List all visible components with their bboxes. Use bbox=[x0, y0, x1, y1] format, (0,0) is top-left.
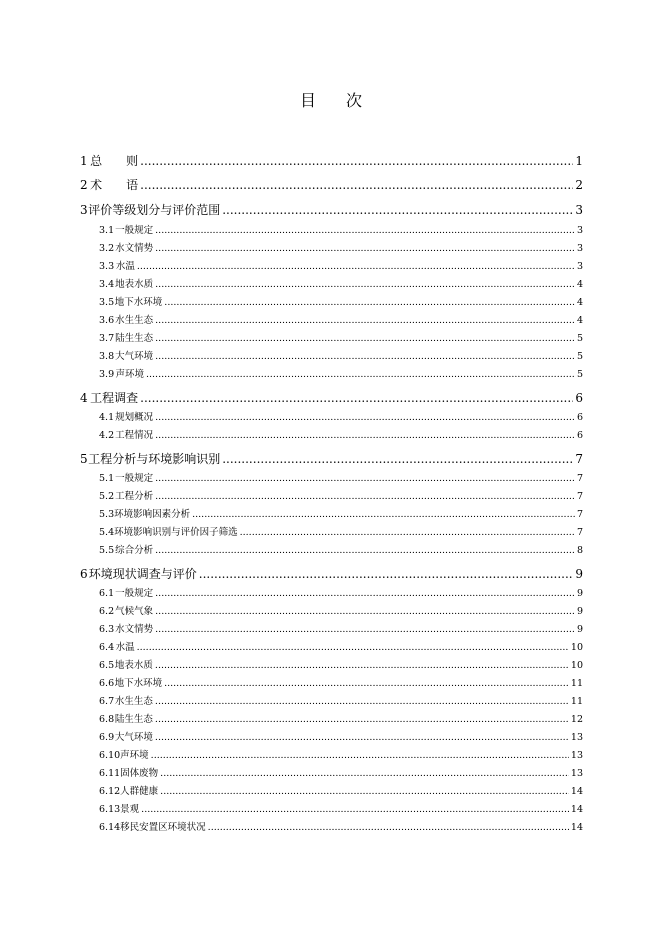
toc-page-number: 1 bbox=[575, 154, 583, 168]
toc-title: 综合分析 bbox=[115, 545, 154, 556]
dot-leader bbox=[160, 768, 569, 779]
toc-title: 一般规定 bbox=[115, 225, 154, 236]
dot-leader bbox=[160, 786, 569, 797]
toc-section[interactable] bbox=[99, 366, 583, 380]
toc-title: 陆生生态 bbox=[115, 333, 154, 344]
toc-section[interactable] bbox=[99, 801, 583, 815]
dot-leader bbox=[155, 279, 575, 290]
toc-section[interactable] bbox=[99, 258, 583, 272]
toc-number: 5.4 bbox=[99, 527, 115, 538]
page-title bbox=[0, 88, 662, 111]
toc-section[interactable] bbox=[99, 294, 583, 308]
toc-page-number: 6 bbox=[576, 412, 583, 423]
dot-leader bbox=[155, 225, 575, 236]
toc-section[interactable] bbox=[99, 693, 583, 707]
toc-number: 6.8 bbox=[99, 714, 115, 725]
toc-section[interactable] bbox=[99, 729, 583, 743]
toc-title: 声环境 bbox=[120, 750, 149, 761]
toc-page-number: 3 bbox=[576, 225, 583, 236]
toc-page-number: 10 bbox=[570, 660, 583, 671]
toc-page-number: 9 bbox=[575, 567, 583, 581]
toc-section[interactable] bbox=[99, 524, 583, 538]
toc-page-number: 5 bbox=[576, 351, 583, 362]
toc-section[interactable] bbox=[99, 409, 583, 423]
toc-title: 气候气象 bbox=[115, 606, 154, 617]
toc-page-number: 2 bbox=[575, 178, 583, 192]
toc-page-number: 5 bbox=[576, 369, 583, 380]
toc-page-number: 11 bbox=[570, 678, 583, 689]
toc-chapter[interactable] bbox=[80, 152, 583, 169]
dot-leader bbox=[155, 412, 575, 423]
toc-number: 3.6 bbox=[99, 315, 115, 326]
dot-leader bbox=[192, 509, 575, 520]
toc-number: 1 bbox=[80, 154, 88, 168]
toc-chapter[interactable] bbox=[80, 176, 583, 193]
dot-leader bbox=[155, 696, 569, 707]
dot-leader bbox=[222, 452, 573, 466]
toc-title: 人群健康 bbox=[120, 786, 159, 797]
toc-number: 5.1 bbox=[99, 473, 115, 484]
toc-section[interactable] bbox=[99, 312, 583, 326]
toc-number: 3 bbox=[80, 203, 88, 217]
dot-leader bbox=[164, 678, 569, 689]
toc-title: 水文情势 bbox=[115, 624, 154, 635]
toc-title: 工程情况 bbox=[115, 430, 154, 441]
toc-section[interactable] bbox=[99, 657, 583, 671]
dot-leader bbox=[137, 642, 569, 653]
toc-section[interactable] bbox=[99, 427, 583, 441]
toc-title: 景观 bbox=[120, 804, 140, 815]
dot-leader bbox=[208, 822, 569, 833]
dot-leader bbox=[164, 297, 575, 308]
toc-section[interactable] bbox=[99, 675, 583, 689]
toc-number: 6.11 bbox=[99, 768, 121, 779]
toc-section[interactable] bbox=[99, 488, 583, 502]
toc-section[interactable] bbox=[99, 222, 583, 236]
toc-number: 6.1 bbox=[99, 588, 115, 599]
toc-title: 陆生生态 bbox=[114, 714, 153, 725]
dot-leader bbox=[155, 660, 569, 671]
toc-number: 6.2 bbox=[99, 606, 115, 617]
dot-leader bbox=[140, 391, 573, 405]
toc-page-number: 8 bbox=[576, 545, 583, 556]
toc-page-number: 7 bbox=[576, 473, 583, 484]
toc-section[interactable] bbox=[99, 765, 583, 779]
dot-leader bbox=[155, 473, 575, 484]
toc-page-number: 6 bbox=[575, 391, 583, 405]
toc-title: 地表水质 bbox=[114, 660, 153, 671]
toc-page-number: 3 bbox=[576, 261, 583, 272]
dot-leader bbox=[155, 315, 575, 326]
toc-section[interactable] bbox=[99, 585, 583, 599]
dot-leader bbox=[140, 154, 573, 168]
toc-chapter[interactable] bbox=[80, 450, 583, 467]
dot-leader bbox=[240, 527, 575, 538]
toc-number: 6.5 bbox=[99, 660, 115, 671]
toc-number: 6.13 bbox=[99, 804, 121, 815]
toc-page-number: 4 bbox=[576, 279, 583, 290]
toc-title: 水温 bbox=[115, 261, 135, 272]
dot-leader bbox=[155, 430, 575, 441]
toc-number: 6.14 bbox=[99, 822, 121, 833]
toc-number: 3.2 bbox=[99, 243, 115, 254]
dot-leader bbox=[140, 178, 573, 192]
toc-number: 5.2 bbox=[99, 491, 115, 502]
toc-section[interactable] bbox=[99, 240, 583, 254]
toc-title: 水温 bbox=[115, 642, 135, 653]
dot-leader bbox=[155, 624, 575, 635]
toc-title: 固体废物 bbox=[120, 768, 159, 779]
toc-chapter[interactable] bbox=[80, 389, 583, 406]
toc-title: 地下水环境 bbox=[114, 297, 163, 308]
toc-title: 环境影响因素分析 bbox=[114, 509, 191, 520]
toc-number: 4 bbox=[80, 391, 88, 405]
toc-number: 3.5 bbox=[99, 297, 115, 308]
dot-leader bbox=[155, 351, 575, 362]
toc-title: 水文情势 bbox=[115, 243, 154, 254]
toc-section[interactable] bbox=[99, 542, 583, 556]
toc-number: 4.1 bbox=[99, 412, 115, 423]
toc-title: 环境现状调查与评价 bbox=[88, 567, 197, 581]
toc-page-number: 3 bbox=[576, 243, 583, 254]
toc-number: 6 bbox=[80, 567, 88, 581]
dot-leader bbox=[155, 333, 575, 344]
toc-title: 工程分析与环境影响识别 bbox=[88, 452, 221, 466]
toc-number: 6.6 bbox=[99, 678, 115, 689]
toc-page-number: 6 bbox=[576, 430, 583, 441]
toc-page-number: 12 bbox=[570, 714, 583, 725]
toc-section[interactable] bbox=[99, 621, 583, 635]
toc-title: 工程调查 bbox=[90, 391, 139, 405]
toc-page-number: 9 bbox=[576, 588, 583, 599]
toc-title: 术 语 bbox=[90, 178, 139, 192]
toc-page-number: 9 bbox=[576, 624, 583, 635]
toc-page-number: 3 bbox=[575, 203, 583, 217]
toc-page-number: 5 bbox=[576, 333, 583, 344]
title-char-1: 目 bbox=[299, 91, 316, 110]
toc-number: 3.9 bbox=[99, 369, 115, 380]
toc-section[interactable] bbox=[99, 470, 583, 484]
toc-number: 6.9 bbox=[99, 732, 115, 743]
toc-number: 6.4 bbox=[99, 642, 115, 653]
toc-page-number: 4 bbox=[576, 315, 583, 326]
toc-chapter[interactable] bbox=[80, 201, 583, 218]
dot-leader bbox=[155, 732, 569, 743]
toc-title: 移民安置区环境状况 bbox=[120, 822, 206, 833]
toc-number: 3.8 bbox=[99, 351, 115, 362]
toc-number: 5.3 bbox=[99, 509, 115, 520]
toc-number: 3.4 bbox=[99, 279, 115, 290]
toc-number: 3.7 bbox=[99, 333, 115, 344]
toc-section[interactable] bbox=[99, 711, 583, 725]
toc-page-number: 4 bbox=[576, 297, 583, 308]
toc-title: 环境影响识别与评价因子筛选 bbox=[114, 527, 238, 538]
toc-page-number: 9 bbox=[576, 606, 583, 617]
dot-leader bbox=[151, 750, 569, 761]
toc-page-number: 7 bbox=[576, 491, 583, 502]
toc-number: 6.3 bbox=[99, 624, 115, 635]
toc-section[interactable] bbox=[99, 506, 583, 520]
toc-section[interactable] bbox=[99, 819, 583, 833]
toc-title: 地下水环境 bbox=[114, 678, 163, 689]
toc-title: 一般规定 bbox=[115, 473, 154, 484]
toc-section[interactable] bbox=[99, 603, 583, 617]
toc-title: 大气环境 bbox=[114, 732, 153, 743]
toc-section[interactable] bbox=[99, 348, 583, 362]
toc-page-number: 14 bbox=[570, 786, 583, 797]
toc-title: 工程分析 bbox=[115, 491, 154, 502]
toc-section[interactable] bbox=[99, 747, 583, 761]
dot-leader bbox=[199, 567, 574, 581]
toc-page-number: 13 bbox=[570, 750, 583, 761]
dot-leader bbox=[155, 588, 575, 599]
dot-leader bbox=[155, 714, 569, 725]
toc-chapter[interactable] bbox=[80, 565, 583, 582]
dot-leader bbox=[146, 369, 575, 380]
toc-page-number: 7 bbox=[575, 452, 583, 466]
dot-leader bbox=[155, 545, 575, 556]
toc-title: 水生生态 bbox=[115, 315, 154, 326]
dot-leader bbox=[137, 261, 575, 272]
toc-section[interactable] bbox=[99, 639, 583, 653]
toc-number: 2 bbox=[80, 178, 88, 192]
toc-page-number: 7 bbox=[576, 527, 583, 538]
dot-leader bbox=[155, 491, 575, 502]
toc-title: 声环境 bbox=[115, 369, 144, 380]
toc-number: 6.12 bbox=[99, 786, 121, 797]
toc-title: 水生生态 bbox=[114, 696, 153, 707]
toc-number: 6.10 bbox=[99, 750, 121, 761]
toc-number: 5 bbox=[80, 452, 88, 466]
dot-leader bbox=[222, 203, 573, 217]
toc-number: 3.3 bbox=[99, 261, 115, 272]
toc-page-number: 14 bbox=[570, 804, 583, 815]
toc-title: 地表水质 bbox=[115, 279, 154, 290]
toc-section[interactable] bbox=[99, 783, 583, 797]
toc-page-number: 13 bbox=[570, 732, 583, 743]
toc-section[interactable] bbox=[99, 330, 583, 344]
toc-page-number: 14 bbox=[570, 822, 583, 833]
toc-page-number: 13 bbox=[570, 768, 583, 779]
toc-title: 规划概况 bbox=[115, 412, 154, 423]
toc-title: 大气环境 bbox=[115, 351, 154, 362]
toc-page-number: 7 bbox=[576, 509, 583, 520]
toc-page-number: 11 bbox=[570, 696, 583, 707]
toc-title: 一般规定 bbox=[115, 588, 154, 599]
dot-leader bbox=[155, 606, 575, 617]
toc-page-number: 10 bbox=[570, 642, 583, 653]
toc-section[interactable] bbox=[99, 276, 583, 290]
title-char-2: 次 bbox=[346, 91, 363, 110]
dot-leader bbox=[155, 243, 575, 254]
toc-number: 5.5 bbox=[99, 545, 115, 556]
toc-title: 评价等级划分与评价范围 bbox=[88, 203, 221, 217]
toc-number: 3.1 bbox=[99, 225, 115, 236]
toc-title: 总 则 bbox=[90, 154, 139, 168]
dot-leader bbox=[141, 804, 569, 815]
toc-number: 4.2 bbox=[99, 430, 115, 441]
toc-number: 6.7 bbox=[99, 696, 115, 707]
